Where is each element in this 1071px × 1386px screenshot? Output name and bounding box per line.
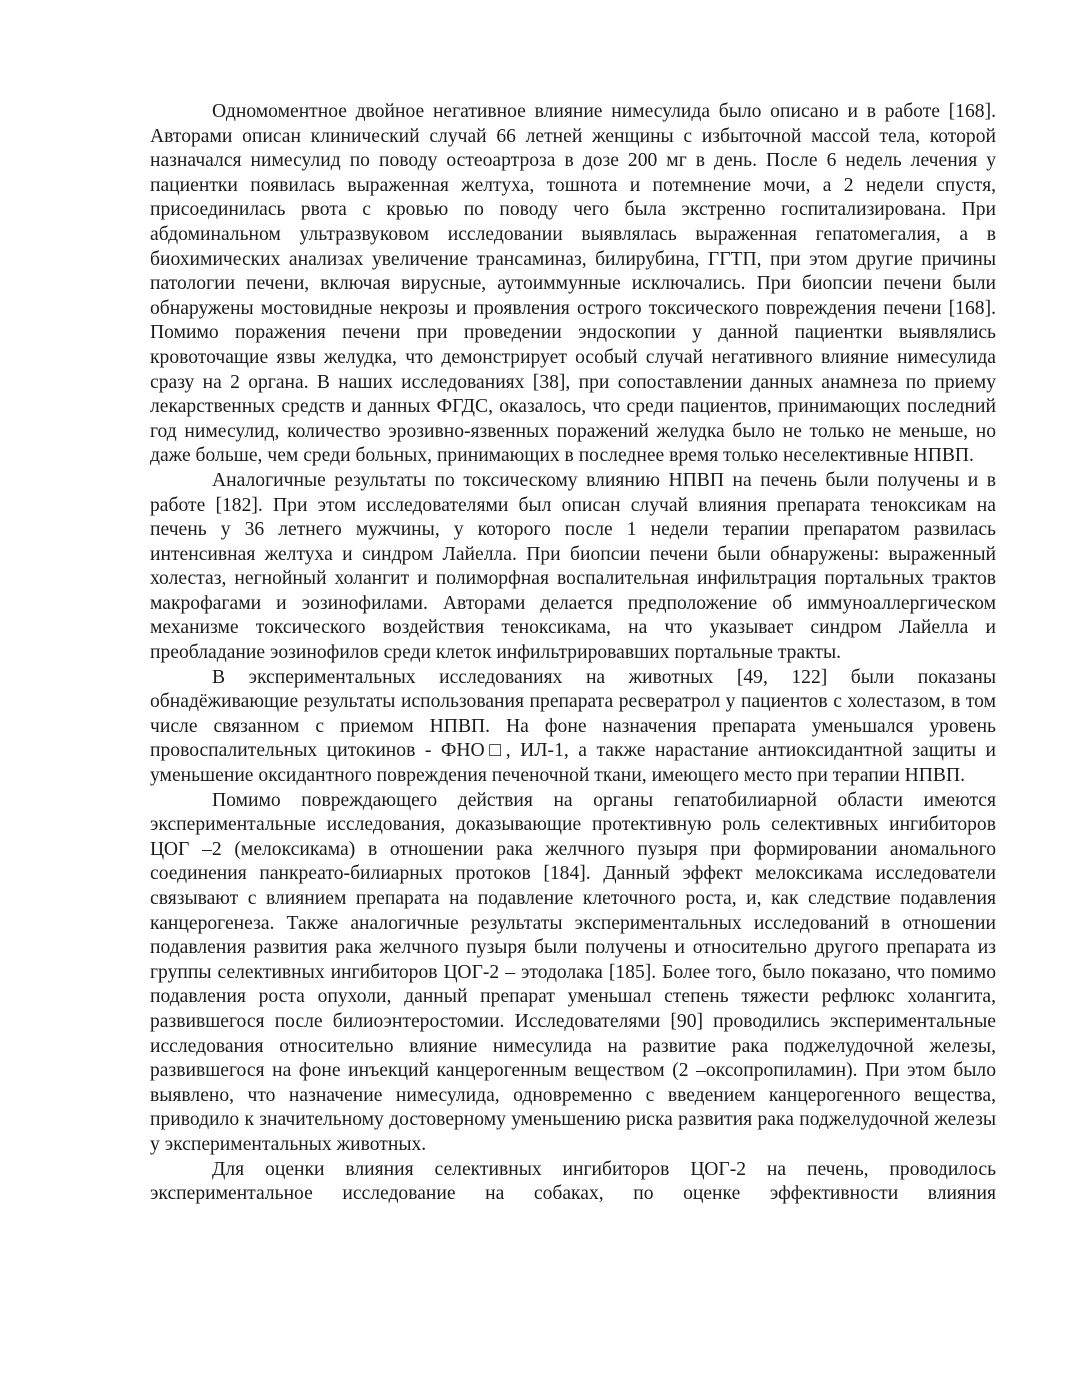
document-page [150, 100, 996, 1207]
paragraph-resveratrol: В экспериментальных исследованиях на животных [49, 122] были показаны обнадёживающие результаты использования препарата ресвератрол у пациентов с холестазом, в том числе связанном с приемом НПВП. На фоне назначения препарата уменьшался уровень провоспалительных цитокинов - ФНО□, ИЛ-1, а также нарастание антиоксидантной защиты и уменьшение оксидантного повреждения печеночной ткани, имеющего место при терапии НПВП. [150, 666, 996, 787]
paragraph-tenoxicam-liver: Аналогичные результаты по токсическому влиянию НПВП на печень были получены и в работе [182]. При этом исследователями был описан случай влияния препарата теноксикам на печень у 36 летнего мужчины, у которого после 1 недели терапии препаратом развилась интенсивная желтуха и синдром Лайелла. При биопсии печени были обнаружены: выраженный холестаз, негнойный холангит и полиморфная воспалительная инфильтрация портальных трактов макрофагами и эозинофилами. Авторами делается предположение об иммуноаллергическом механизме токсического воздействия теноксикама, на что указывает синдром Лайелла и преобладание эозинофилов среди клеток инфильтрировавших портальные тракты. [150, 469, 996, 664]
paragraph-dog-study: Для оценки влияния селективных ингибиторов ЦОГ-2 на печень, проводилось экспериментальное исследование на собаках, по оценке эффективности влияния [150, 1158, 996, 1205]
paragraph-cox2-cancer: Помимо повреждающего действия на органы гепатобилиарной области имеются экспериментальные исследования, доказывающие протективную роль селективных ингибиторов ЦОГ –2 (мелоксикама) в отношении рака желчного пузыря при формировании аномального соединения панкреато-билиарных протоков [184]. Данный эффект мелоксикама исследователи связывают с влиянием препарата на подавление клеточного роста, и, как следствие подавления канцерогенеза. Также аналогичные результаты экспериментальных исследований в отношении подавления развития рака желчного пузыря были получены и относительно другого препарата из группы селективных ингибиторов ЦОГ-2 – этодолака [185]. Более того, было показано, что помимо подавления роста опухоли, данный препарат уменьшал степень тяжести рефлюкс холангита, развившегося после билиоэнтеростомии. Исследователями [90] проводились экспериментальные исследования относительно влияние нимесулида на развитие рака поджелудочной железы, развившегося на фоне инъекций канцерогенным веществом (2 –оксопропиламин). При этом было выявлено, что назначение нимесулида, одновременно с введением канцерогенного вещества, приводило к значительному достоверному уменьшению риска развития рака поджелудочной железы у экспериментальных животных. [150, 789, 996, 1155]
paragraph-nimesulide-case: Одномоментное двойное негативное влияние нимесулида было описано и в работе [168]. Авторами описан клинический случай 66 летней женщины с избыточной массой тела, которой назначался нимесулид по поводу остеоартроза в дозе 200 мг в день. После 6 недель лечения у пациентки появилась выраженная желтуха, тошнота и потемнение мочи, а 2 недели спустя, присоединилась рвота с кровью по поводу чего была экстренно госпитализирована. При абдоминальном ультразвуковом исследовании выявлялась выраженная гепатомегалия, а в биохимических анализах увеличение трансаминаз, билирубина, ГГТП, при этом другие причины патологии печени, включая вирусные, аутоиммунные исключались. При биопсии печени были обнаружены мостовидные некрозы и проявления острого токсического повреждения печени [168]. Помимо поражения печени при проведении эндоскопии у данной пациентки выявлялись кровоточащие язвы желудка, что демонстрирует особый случай негативного влияние нимесулида сразу на 2 органа. В наших исследованиях [38], при сопоставлении данных анамнеза по приему лекарственных средств и данных ФГДС, оказалось, что среди пациентов, принимающих последний год нимесулид, количество эрозивно-язвенных поражений желудка было не только не меньше, но даже больше, чем среди больных, принимающих в последнее время только неселективные НПВП. [150, 101, 996, 467]
